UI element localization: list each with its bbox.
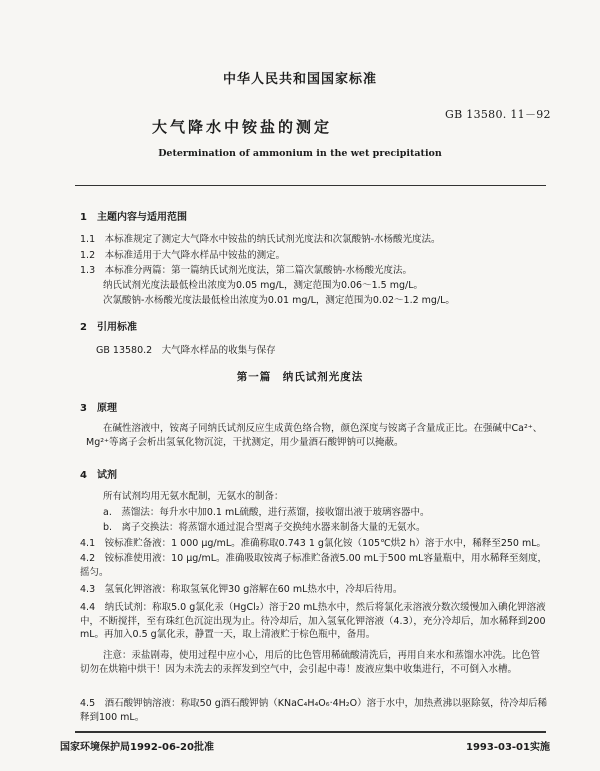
standard-code: GB 13580. 11－92 <box>445 108 551 121</box>
section-2-heading: 2 引用标准 <box>80 322 137 333</box>
reagent-item-a: a. 蒸馏法：每升水中加0.1 mL硫酸，进行蒸馏，接收馏出液于玻璃容器中。 <box>103 507 430 518</box>
clause-1-3-range-b: 次氯酸钠-水杨酸光度法最低检出浓度为0.01 mg/L，测定范围为0.02～1.2 mg/L。 <box>103 295 455 306</box>
part-1-heading: 第一篇 纳氏试剂光度法 <box>236 371 364 383</box>
clause-4-2: 4.2 铵标准使用液：10 μg/mL。准确吸取铵离子标准贮备液5.00 mL于500 mL容量瓶中，用水稀释至刻度，摇匀。 <box>80 553 547 578</box>
standard-title: 中华人民共和国国家标准 <box>222 72 377 87</box>
document-title: 大气降水中铵盐的测定 <box>152 118 333 136</box>
clause-1-3: 1.3 本标准分两篇：第一篇纳氏试剂光度法，第二篇次氯酸钠-水杨酸光度法。 <box>80 265 413 276</box>
reference-standard: GB 13580.2 大气降水样品的收集与保存 <box>96 345 276 356</box>
reagent-intro: 所有试剂均用无氨水配制，无氨水的制备： <box>103 491 284 502</box>
clause-4-1: 4.1 铵标准贮备液：1 000 μg/mL。准确称取0.743 1 g氯化铵（105℃烘2 h）溶于水中，稀释至250 mL。 <box>80 538 547 549</box>
clause-1-1: 1.1 本标准规定了测定大气降水中铵盐的纳氏试剂光度法和次氯酸钠-水杨酸光度法。 <box>80 234 441 245</box>
clause-4-3: 4.3 氢氧化钾溶液：称取氢氧化钾30 g溶解在60 mL热水中，冷却后待用。 <box>80 584 403 595</box>
section-4-heading: 4 试剂 <box>80 470 117 481</box>
section-1-heading: 1 主题内容与适用范围 <box>80 212 187 223</box>
section-3-heading: 3 原理 <box>80 403 117 414</box>
reagent-item-b: b. 离子交换法：将蒸馏水通过混合型离子交换纯水器来制备大量的无氨水。 <box>103 522 426 533</box>
clause-4-4: 4.4 纳氏试剂：称取5.0 g氯化汞（HgCl₂）溶于20 mL热水中，然后将氯化汞溶液分数次缓慢加入碘化钾溶液中，不断搅拌，至有珠红色沉淀出现为止。待冷却后，加入氢氧化钾溶液（4.3），充分冷却后，加水稀释到200 mL。再加入0.5 g氯化汞，静置一天，取上清液贮于棕色瓶中，备用。 <box>80 602 546 640</box>
english-title: Determination of ammonium in the wet precipitation <box>158 148 442 159</box>
safety-note: 注意：汞盐剧毒，使用过程中应小心，用后的比色管用稀硫酸清洗后，再用自来水和蒸馏水冲洗。比色管切勿在烘箱中烘干！因为未洗去的汞挥发到空气中，会引起中毒！废液应集中收集进行，不可倒入水槽。 <box>80 650 541 675</box>
top-divider <box>75 185 546 186</box>
clause-1-2: 1.2 本标准适用于大气降水样品中铵盐的测定。 <box>80 250 286 261</box>
clause-4-5: 4.5 酒石酸钾钠溶液：称取50 g酒石酸钾钠（KNaC₄H₄O₆·4H₂O）溶于水中，加热煮沸以驱除氨，待冷却后稀释到100 mL。 <box>80 698 548 723</box>
approval-date: 国家环境保护局1992-06-20批准 <box>60 742 214 753</box>
effective-date: 1993-03-01实施 <box>466 742 550 753</box>
bottom-divider <box>75 731 546 733</box>
clause-1-3-range-a: 纳氏试剂光度法最低检出浓度为0.05 mg/L，测定范围为0.06～1.5 mg/L。 <box>103 280 424 291</box>
principle-paragraph: 在碱性溶液中，铵离子同纳氏试剂反应生成黄色络合物，颜色深度与铵离子含量成正比。在强碱中Ca²⁺、Mg²⁺等离子会析出氢氧化物沉淀，干扰测定，用少量酒石酸钾钠可以掩蔽。 <box>86 423 543 448</box>
